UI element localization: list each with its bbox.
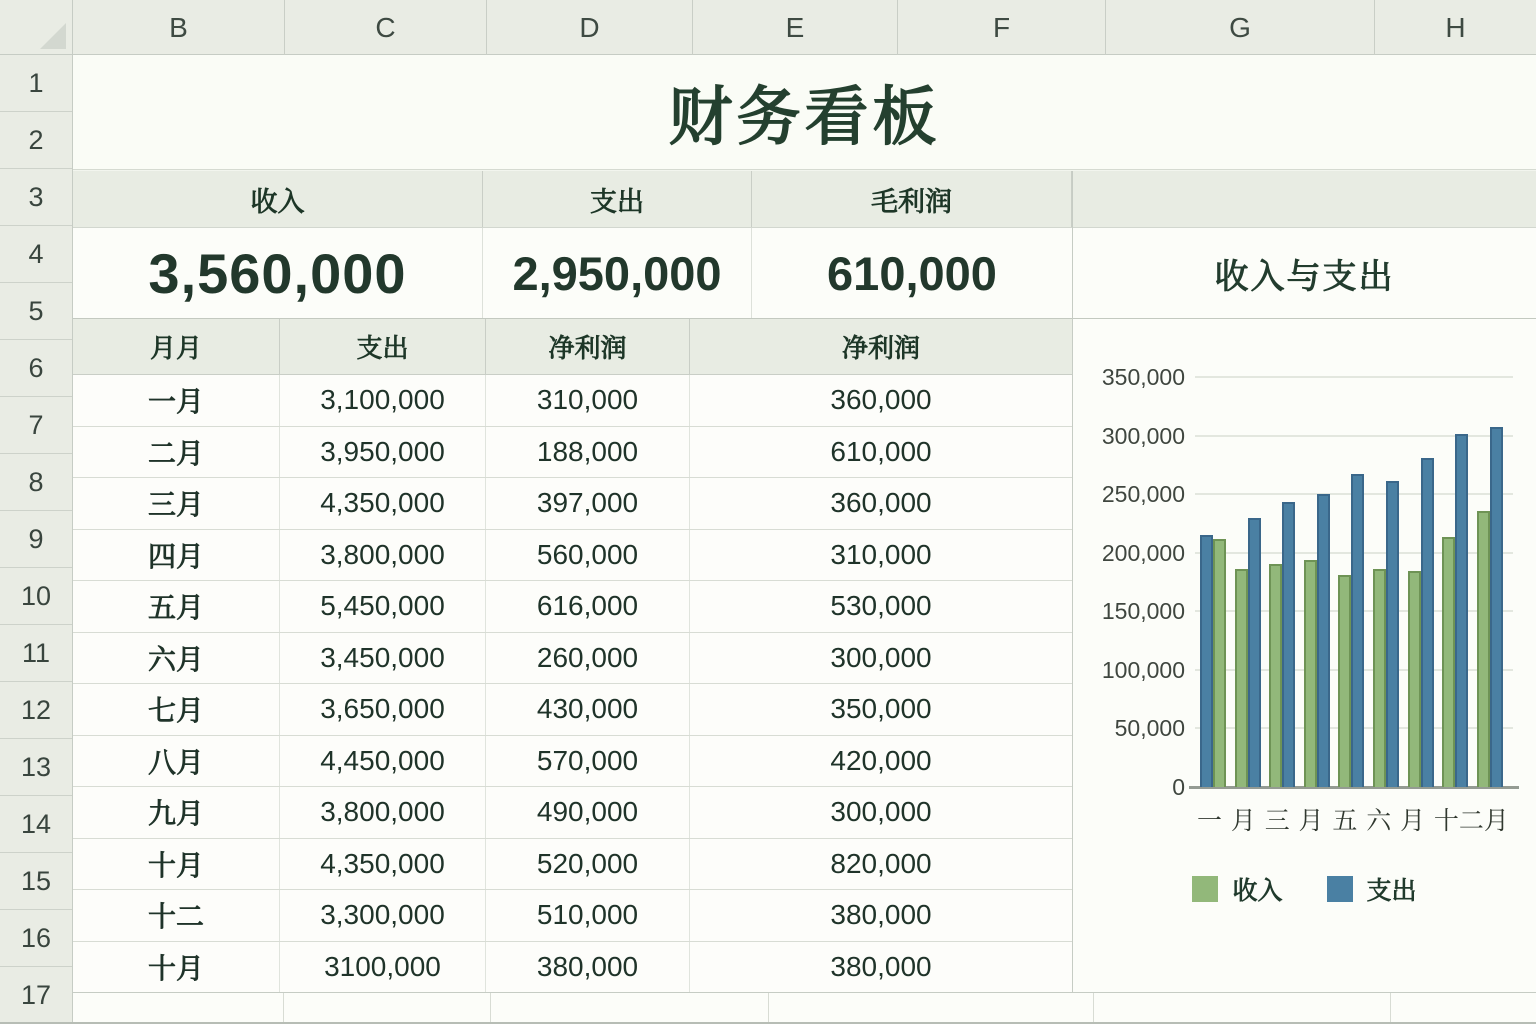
row-header-6[interactable]: 6 <box>0 340 72 397</box>
cell-month[interactable]: 三月 <box>73 478 280 529</box>
cell-expense[interactable]: 3,800,000 <box>280 787 486 838</box>
chart-x-tick-label: 月 <box>1400 807 1426 835</box>
chart-y-tick-label: 300,000 <box>1101 422 1185 449</box>
select-all-corner[interactable] <box>0 0 73 55</box>
row-header-12[interactable]: 12 <box>0 682 72 739</box>
cell-expense[interactable]: 3,300,000 <box>280 890 486 941</box>
cell-net-profit-1[interactable]: 490,000 <box>486 787 690 838</box>
dashboard-title-cell[interactable] <box>73 55 1536 170</box>
chart-gridline <box>1195 376 1513 378</box>
row-header-9[interactable]: 9 <box>0 511 72 568</box>
chart-x-tick-label: 月 <box>1230 807 1256 835</box>
row-header-13[interactable]: 13 <box>0 739 72 796</box>
row-header-3[interactable]: 3 <box>0 169 72 226</box>
bar-income <box>1442 537 1455 787</box>
income-expense-chart <box>1073 319 1536 992</box>
cell-net-profit-2[interactable]: 300,000 <box>830 796 932 828</box>
kpi-label-empty[interactable] <box>1072 171 1536 227</box>
cell-net-profit-2[interactable]: 300,000 <box>830 641 932 673</box>
chart-x-tick-label: 三 <box>1264 807 1290 835</box>
cell-expense[interactable]: 3,950,000 <box>280 427 486 478</box>
cell-month[interactable]: 七月 <box>73 684 280 735</box>
cell-net-profit-1[interactable]: 397,000 <box>486 478 690 529</box>
cell-net-profit-2[interactable]: 820,000 <box>830 847 932 879</box>
cell-expense[interactable]: 3100,000 <box>280 942 486 993</box>
cell-month[interactable]: 八月 <box>73 736 280 787</box>
table-row <box>73 633 1072 685</box>
chart-y-tick-label: 50,000 <box>1114 715 1185 742</box>
legend-item <box>1327 871 1417 907</box>
cell-expense[interactable]: 3,100,000 <box>280 375 486 426</box>
page-title: 财务看板 <box>668 81 941 153</box>
table-header-row <box>73 319 1072 375</box>
table-header-net-profit-1[interactable]: 净利润 <box>486 319 690 374</box>
chart-y-tick-label: 200,000 <box>1101 539 1185 566</box>
kpi-label-income[interactable]: 收入 <box>73 171 483 227</box>
column-header-row <box>73 0 1536 55</box>
cell-expense[interactable]: 3,650,000 <box>280 684 486 735</box>
row-header-16[interactable]: 16 <box>0 910 72 967</box>
cell-expense[interactable]: 5,450,000 <box>280 581 486 632</box>
row-header-14[interactable]: 14 <box>0 796 72 853</box>
cell-net-profit-1[interactable]: 520,000 <box>486 839 690 890</box>
row-header-11[interactable]: 11 <box>0 625 72 682</box>
cell-month[interactable]: 五月 <box>73 581 280 632</box>
column-header-F[interactable]: F <box>898 0 1106 55</box>
kpi-value-gross-profit[interactable]: 610,000 <box>827 246 997 300</box>
cell-expense[interactable]: 4,350,000 <box>280 839 486 890</box>
row-header-10[interactable]: 10 <box>0 568 72 625</box>
cell-net-profit-1[interactable]: 560,000 <box>486 530 690 581</box>
table-row <box>73 581 1072 633</box>
cell-net-profit-1[interactable]: 510,000 <box>486 890 690 941</box>
legend-swatch-icon <box>1327 876 1353 902</box>
column-header-G[interactable]: G <box>1106 0 1375 55</box>
chart-x-tick-label: 月 <box>1298 807 1324 835</box>
table-row <box>73 427 1072 479</box>
chart-y-tick-label: 150,000 <box>1101 598 1185 625</box>
table-row <box>73 942 1072 993</box>
gridline-vertical <box>283 993 284 1022</box>
bar-expense <box>1386 481 1399 787</box>
cell-net-profit-2[interactable]: 530,000 <box>830 590 932 622</box>
row-header-1[interactable]: 1 <box>0 55 72 112</box>
chart-x-tick-label: 六 <box>1366 807 1392 835</box>
cell-net-profit-1[interactable]: 430,000 <box>486 684 690 735</box>
cell-expense[interactable]: 4,450,000 <box>280 736 486 787</box>
chart-y-tick-label: 100,000 <box>1101 656 1185 683</box>
chart-x-tick-labels <box>1197 801 1509 837</box>
cell-month[interactable]: 十月 <box>73 839 280 890</box>
cell-expense[interactable]: 4,350,000 <box>280 478 486 529</box>
cell-net-profit-1[interactable]: 260,000 <box>486 633 690 684</box>
bar-income <box>1235 569 1248 787</box>
table-body <box>73 375 1072 992</box>
chart-title-cell[interactable] <box>1073 228 1536 318</box>
cell-net-profit-2[interactable]: 350,000 <box>830 693 932 725</box>
cell-net-profit-2[interactable]: 380,000 <box>830 899 932 931</box>
kpi-label-expense[interactable]: 支出 <box>483 171 752 227</box>
chart-title: 收入与支出 <box>1214 257 1395 296</box>
bar-expense <box>1282 502 1295 787</box>
row-header-17[interactable]: 17 <box>0 967 72 1024</box>
cell-net-profit-2[interactable]: 420,000 <box>830 744 932 776</box>
row-header-7[interactable]: 7 <box>0 397 72 454</box>
gridline-vertical <box>490 993 491 1022</box>
cell-expense[interactable]: 3,800,000 <box>280 530 486 581</box>
column-header-E[interactable]: E <box>693 0 898 55</box>
gridline-vertical <box>768 993 769 1022</box>
cell-month[interactable]: 六月 <box>73 633 280 684</box>
cell-net-profit-2[interactable]: 360,000 <box>830 384 932 416</box>
cell-month[interactable]: 九月 <box>73 787 280 838</box>
legend-label: 支出 <box>1366 877 1417 905</box>
table-header-net-profit-2[interactable]: 净利润 <box>841 333 920 363</box>
row-header-5[interactable]: 5 <box>0 283 72 340</box>
cell-net-profit-1[interactable]: 380,000 <box>486 942 690 993</box>
chart-x-tick-label: 十二月 <box>1433 807 1509 835</box>
empty-row[interactable] <box>73 993 1536 1022</box>
column-header-C[interactable]: C <box>285 0 487 55</box>
cell-month[interactable]: 四月 <box>73 530 280 581</box>
corner-triangle-icon <box>40 23 66 49</box>
cell-month[interactable]: 二月 <box>73 427 280 478</box>
bar-income <box>1477 511 1490 787</box>
cell-net-profit-1[interactable]: 570,000 <box>486 736 690 787</box>
cell-expense[interactable]: 3,450,000 <box>280 633 486 684</box>
table-header-expense[interactable]: 支出 <box>280 319 486 374</box>
column-header-B[interactable]: B <box>73 0 285 55</box>
bar-income <box>1269 564 1282 787</box>
row-header-15[interactable]: 15 <box>0 853 72 910</box>
table-row <box>73 478 1072 530</box>
table-row <box>73 684 1072 736</box>
bar-income <box>1373 569 1386 787</box>
bar-expense <box>1455 434 1468 787</box>
table-header-month[interactable]: 月月 <box>73 319 280 374</box>
chart-x-tick-label: 五 <box>1332 807 1358 835</box>
kpi-value-row <box>73 228 1072 318</box>
bar-expense <box>1421 458 1434 787</box>
row-header-4[interactable]: 4 <box>0 226 72 283</box>
chart-x-tick-label: 一 <box>1197 807 1223 835</box>
bar-expense <box>1490 427 1503 787</box>
kpi-label-gross-profit[interactable]: 毛利润 <box>752 171 1072 227</box>
gridline-vertical <box>1093 993 1094 1022</box>
gridline-vertical <box>1390 993 1391 1022</box>
cell-net-profit-2[interactable]: 380,000 <box>830 950 932 982</box>
column-header-D[interactable]: D <box>487 0 693 55</box>
cell-net-profit-1[interactable]: 310,000 <box>486 375 690 426</box>
legend-swatch-icon <box>1192 876 1218 902</box>
row-number-gutter <box>0 55 73 1024</box>
cell-month[interactable]: 一月 <box>73 375 280 426</box>
bar-expense <box>1317 494 1330 787</box>
kpi-label-row <box>73 171 1536 228</box>
legend-item <box>1192 871 1282 907</box>
table-row <box>73 736 1072 788</box>
row-header-2[interactable]: 2 <box>0 112 72 169</box>
chart-y-tick-label: 350,000 <box>1101 364 1185 390</box>
bar-income <box>1408 571 1421 787</box>
table-row <box>73 375 1072 427</box>
chart-y-tick-label: 0 <box>1172 774 1185 800</box>
table-row <box>73 530 1072 582</box>
bar-income <box>1213 539 1226 787</box>
table-row <box>73 787 1072 839</box>
legend-label: 收入 <box>1232 877 1283 905</box>
bar-expense <box>1351 474 1364 787</box>
cell-net-profit-2[interactable]: 610,000 <box>830 435 932 467</box>
cell-net-profit-2[interactable]: 310,000 <box>830 538 932 570</box>
table-row <box>73 890 1072 942</box>
row-header-8[interactable]: 8 <box>0 454 72 511</box>
cell-month[interactable]: 十月 <box>73 942 280 993</box>
kpi-value-expense[interactable]: 2,950,000 <box>483 228 752 318</box>
bar-expense <box>1200 535 1213 787</box>
cell-month[interactable]: 十二 <box>73 890 280 941</box>
bar-expense <box>1248 518 1261 787</box>
bar-income <box>1304 560 1317 787</box>
cell-net-profit-2[interactable]: 360,000 <box>830 487 932 519</box>
kpi-value-income[interactable]: 3,560,000 <box>73 228 483 318</box>
bar-income <box>1338 575 1351 787</box>
chart-y-tick-label: 250,000 <box>1101 481 1185 508</box>
cell-net-profit-1[interactable]: 188,000 <box>486 427 690 478</box>
column-header-H[interactable]: H <box>1445 11 1466 43</box>
table-row <box>73 839 1072 891</box>
chart-legend <box>1073 871 1536 907</box>
cell-net-profit-1[interactable]: 616,000 <box>486 581 690 632</box>
